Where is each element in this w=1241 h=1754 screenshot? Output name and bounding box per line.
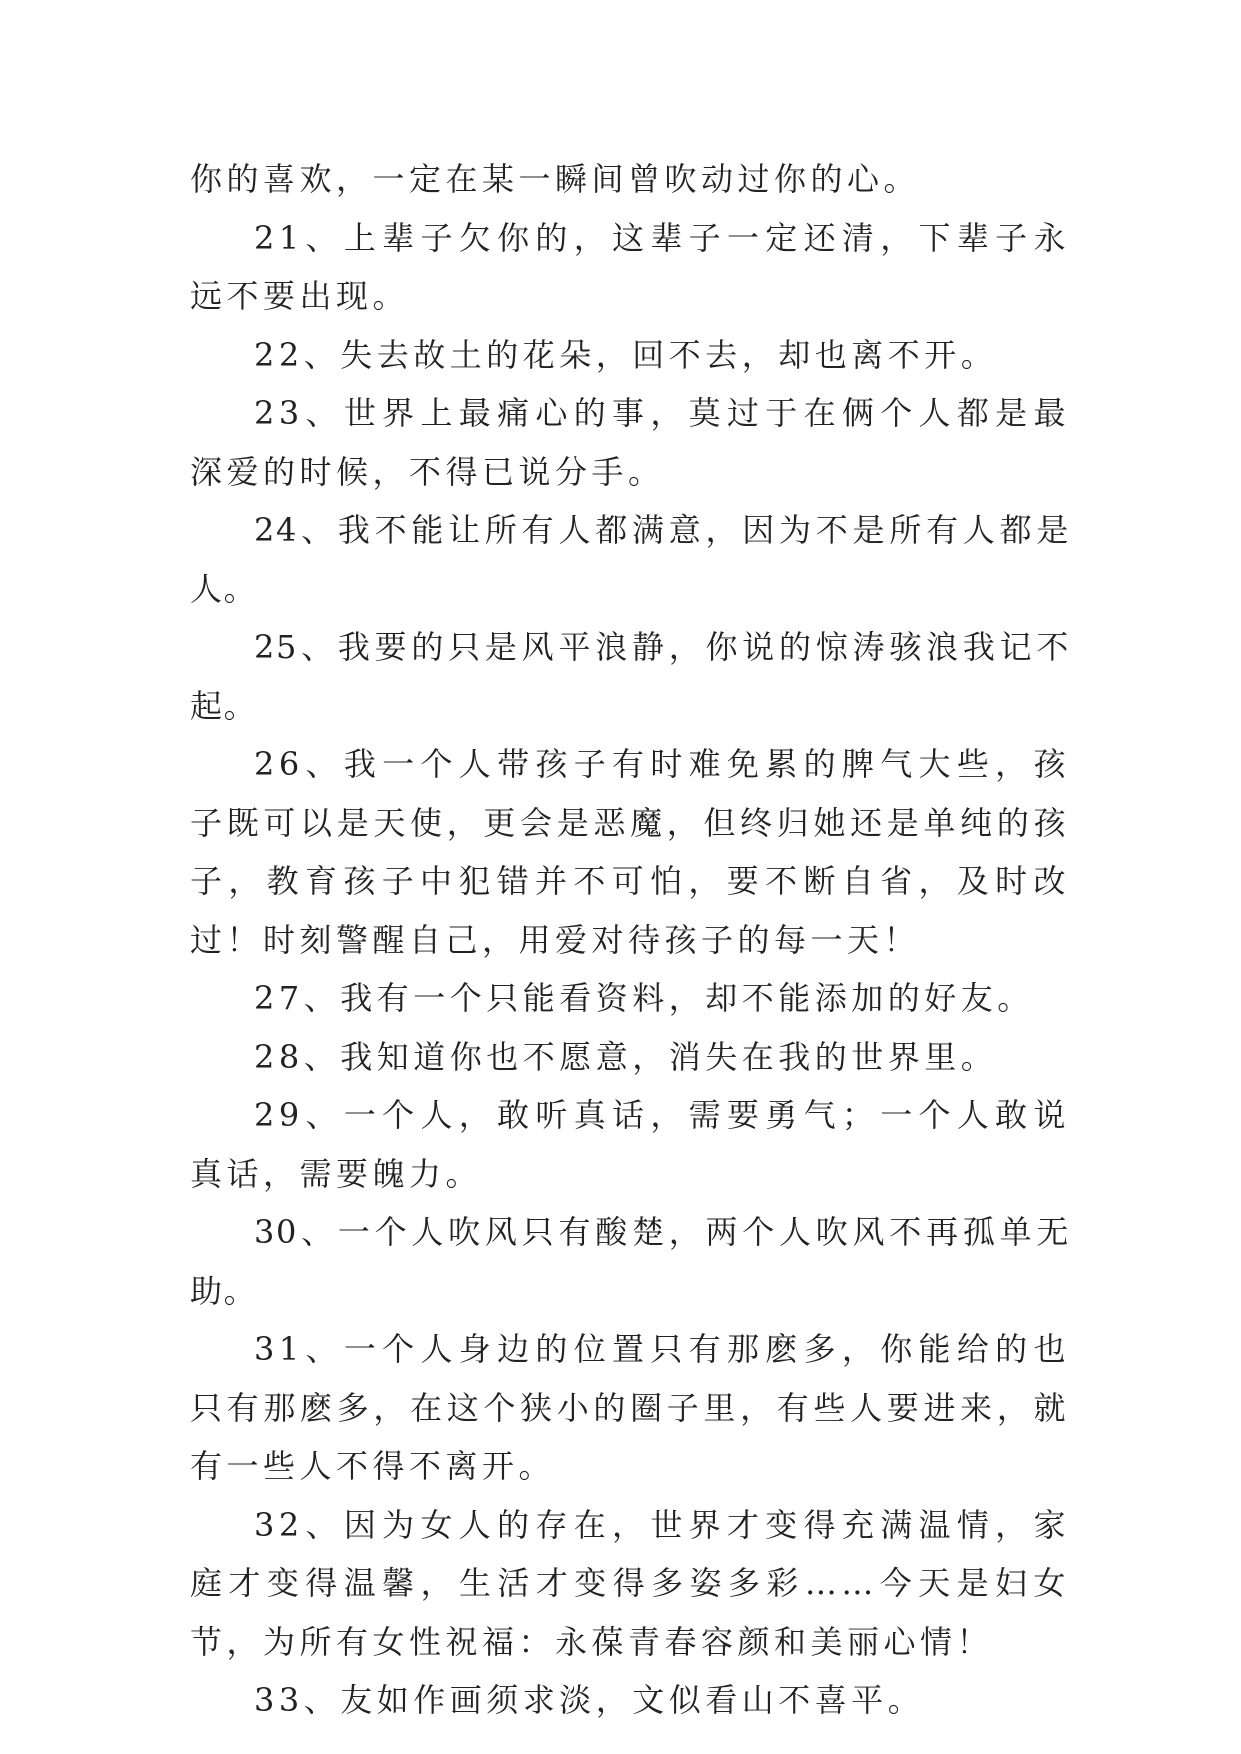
paragraph-25: 25、我要的只是风平浪静，你说的惊涛骇浪我记不起。 bbox=[190, 628, 1070, 725]
document-body bbox=[190, 150, 1070, 1730]
paragraph-26: 26、我一个人带孩子有时难免累的脾气大些，孩子既可以是天使，更会是恶魔，但终归她还是单纯的孩子，教育孩子中犯错并不可怕，要不断自省，及时改过！时刻警醒自己，用爱对待孩子的每一天！ bbox=[190, 745, 1070, 959]
paragraph-27: 27、我有一个只能看资料，却不能添加的好友。 bbox=[254, 979, 1034, 1017]
paragraph-32: 32、因为女人的存在，世界才变得充满温情，家庭才变得温馨，生活才变得多姿多彩……今天是妇女节，为所有女性祝福：永葆青春容颜和美丽心情！ bbox=[190, 1505, 1070, 1661]
paragraph-continuation: 你的喜欢，一定在某一瞬间曾吹动过你的心。 bbox=[190, 160, 921, 198]
paragraph-33: 33、友如作画须求淡，文似看山不喜平。 bbox=[254, 1681, 925, 1719]
paragraph-28: 28、我知道你也不愿意，消失在我的世界里。 bbox=[254, 1037, 998, 1076]
paragraph-22: 22、失去故土的花朵，回不去，却也离不开。 bbox=[254, 335, 998, 374]
paragraph-21: 21、上辈子欠你的，这辈子一定还清，下辈子永远不要出现。 bbox=[190, 218, 1070, 315]
paragraph-31: 31、一个人身边的位置只有那麽多，你能给的也只有那麽多，在这个狭小的圈子里，有些人要进来，就有一些人不得不离开。 bbox=[190, 1330, 1070, 1485]
paragraph-30: 30、一个人吹风只有酸楚，两个人吹风不再孤单无助。 bbox=[190, 1213, 1070, 1310]
paragraph-29: 29、一个人，敢听真话，需要勇气；一个人敢说真话，需要魄力。 bbox=[190, 1096, 1070, 1193]
paragraph-24: 24、我不能让所有人都满意，因为不是所有人都是人。 bbox=[190, 511, 1070, 608]
paragraph-23: 23、世界上最痛心的事，莫过于在俩个人都是最深爱的时候，不得已说分手。 bbox=[190, 394, 1070, 491]
